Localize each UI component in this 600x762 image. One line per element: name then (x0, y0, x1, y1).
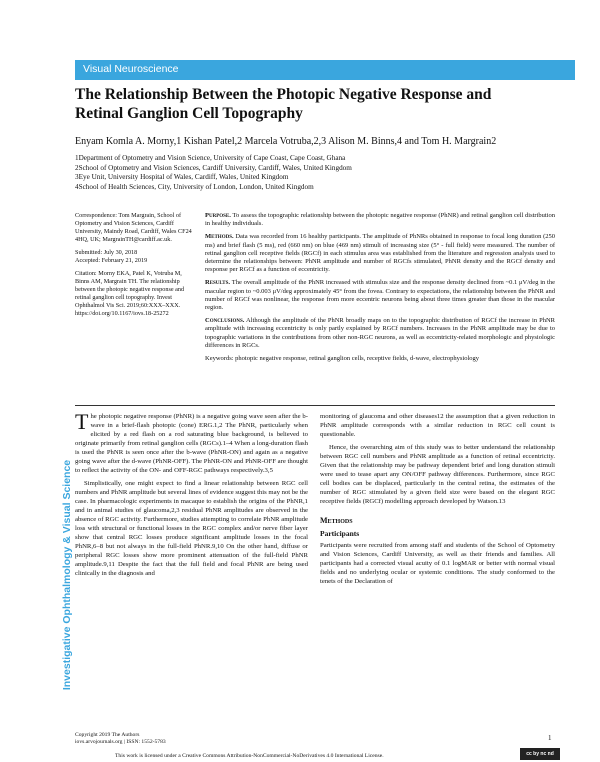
affiliation-4: 4School of Health Sciences, City, University of London, London, United Kingdom (75, 182, 314, 191)
participants-paragraph: Participants were recruited from among staff and students of the School of Optometry and Vision Sciences, Cardiff University, as well as their friends and families. All participants had a corrected visual acuity of 0.1 logMAR or better with normal visual fields and no underlying ocular or systemic conditions. The study conformed to the tenets of the Declaration of (320, 542, 555, 585)
correspondence: Correspondence: Tom Margrain, School of Optometry and Vision Sciences, Cardiff University, Maindy Road, Cardiff, Wales CF24 4HQ, UK; MargrainTH@cardiff.ac.uk. (75, 212, 192, 243)
methods-label: Methods. (205, 233, 234, 241)
submitted-date: Submitted: July 30, 2018 (75, 249, 138, 256)
section-label: Visual Neuroscience (83, 63, 179, 75)
purpose-text: To assess the topographic relationship between the photopic negative response (PhNR) and retinal ganglion cell distribution in healthy individuals. (205, 212, 555, 228)
methods-heading: Methods (320, 516, 353, 525)
citation: Citation: Morny EKA, Patel K, Votruba M, Binns AM, Margrain TH. The relationship between the photopic negative response and retinal ganglion cell topography. Invest Ophthalmol Vis Sci. 2019;60:XXX–XXX. https://doi.org/10.1167/iovs.18-25272 (75, 270, 185, 317)
affiliation-2: 2School of Optometry and Vision Sciences, Cardiff University, Cardiff, Wales, United Kingdom (75, 163, 352, 172)
keywords: Keywords: photopic negative response, retinal ganglion cells, receptive fields, d-wave, electrophysiology (205, 355, 479, 363)
copyright-block (75, 732, 275, 746)
author-list: Enyam Komla A. Morny,1 Kishan Patel,2 Marcela Votruba,2,3 Alison M. Binns,4 and Tom H. Margrain2 (75, 136, 497, 147)
body-column-left (75, 409, 308, 582)
license-text: This work is licensed under a Creative Commons Attribution-NonCommercial-NoDerivatives 4.0 International License. (115, 753, 384, 759)
intro-paragraph-2: Simplistically, one might expect to find a linear relationship between RGC cell numbers and PhNR amplitude but several lines of evidence suggest this may not be the case. In pharmacologic experiments in macaque to establish the origins of the PhNR,1 and in animal studies of glaucoma,2,3 residual PhNR amplitudes are observed in the absence of RGC activity. Furthermore, studies attempting to correlate PhNR amplitude loss with structural or functional losses in the RGC complex and/or nerve fiber layer show that central RGC losses produce significant amplitude losses in the focal PhNR,6–8 but not always in the full-field PhNR.9,10 On the other hand, diffuse or peripheral RGC losses show more prominent attenuation of the full-field PhNR amplitude.9,11 Despite the fact that the full field and focal PhNR are being used clinically in the diagnosis and (75, 480, 308, 577)
divider (75, 405, 555, 406)
journal-name: Investigative Ophthalmology & Visual Science (61, 459, 73, 691)
affiliation-1: 1Department of Optometry and Vision Science, University of Cape Coast, Cape Coast, Ghana (75, 154, 346, 162)
methods-text: Data was recorded from 16 healthy participants. The amplitude of PhNRs obtained in response to focal long duration (250 ms) and brief flash (5 ms), red (660 nm) on blue (469 nm) stimuli of increasing size (5° - full field) were measured. The number of retinal ganglion cell receptive fields (RGCf) in each stimulus area was established from the literature and regression analysis used to determine the relationships between: PhNR amplitude and number of RGCfs stimulated, PhNR density and the RGCf density and response per RGCf as a function of eccentricity. (205, 233, 555, 274)
affiliations (75, 154, 545, 192)
issn: iovs.arvojournals.org | ISSN: 1552-5783 (75, 739, 166, 745)
drop-cap: T (75, 409, 89, 434)
body-column-right (320, 412, 555, 590)
results-label: Results. (205, 279, 231, 287)
copyright: Copyright 2019 The Authors (75, 732, 140, 738)
intro-paragraph-1: he photopic negative response (PhNR) is a negative going wave seen after the b-wave in a brief-flash photopic (cone) ERG.1,2 The PhNR, particularly when elicited by a red flash on a rod saturating blue background, is believed to originate primarily from retinal ganglion cells (RGCs).1–4 When a long-duration flash is used the PhNR is seen once after the b-wave (PhNR-ON) and again as a negative going wave after the d-wave (PhNR-OFF). The PhNR-ON and PhNR-OFF are thought to reflect the activity of the ON- and OFF-RGC pathways respectively.3,5 (75, 413, 308, 474)
section-banner (75, 60, 575, 80)
results-text: The overall amplitude of the PhNR increased with stimulus size and the response density declined from ~0.1 μV/deg in the macular region to ~0.003 μV/deg approximately 45° from the fovea. Contrary to expectations, the relationship between the PhNR and number of RGCf was nonlinear, the response from more eccentric neurons being about three times greater than those in the macular region. (205, 279, 555, 312)
conclusions-text: Although the amplitude of the PhNR broadly maps on to the topographic distribution of RGCf the increase in PhNR amplitude with increasing eccentricity is only partly explained by RGCf numbers. Increases in the PhNR amplitude may be due to topographic variations in the contributions from other non-RGC neurons, as well as eccentricity-related morphologic and physiologic differences in RGCs. (205, 317, 555, 349)
accepted-date: Accepted: February 21, 2019 (75, 257, 148, 264)
sidebar-meta (75, 212, 193, 323)
journal-side-label (60, 425, 74, 725)
conclusions-label: Conclusions. (205, 317, 245, 325)
participants-heading: Participants (320, 529, 360, 538)
article-title: The Relationship Between the Photopic Negative Response and Retinal Ganglion Cell Topography (75, 86, 492, 122)
abstract (205, 212, 555, 368)
intro-paragraph-4: Hence, the overarching aim of this study was to better understand the relationship between RGC cell numbers and PhNR amplitude as a function of retinal eccentricity. Given that the relationship may be pathway dependent brief and long duration stimuli were used to tease apart any ON/OFF pathway differences. Furthermore, since RGC cell bodies can be displaced, particularly in the central retina, the estimates of the number of RGC stimulated by a given field size were based on the elegant RGC receptive fields (RGCf) modelling approach developed by Watson.13 (320, 444, 555, 505)
purpose-label: Purpose. (205, 212, 231, 219)
page-number: 1 (548, 734, 552, 742)
intro-paragraph-3: monitoring of glaucoma and other diseases12 the assumption that a given reduction in PhNR amplitude corresponds with a similar reduction in RGC cell count is questionable. (320, 413, 555, 438)
affiliation-3: 3Eye Unit, University Hospital of Wales, Cardiff, Wales, United Kingdom (75, 173, 289, 182)
cc-license-badge: cc by nc nd (520, 748, 560, 760)
